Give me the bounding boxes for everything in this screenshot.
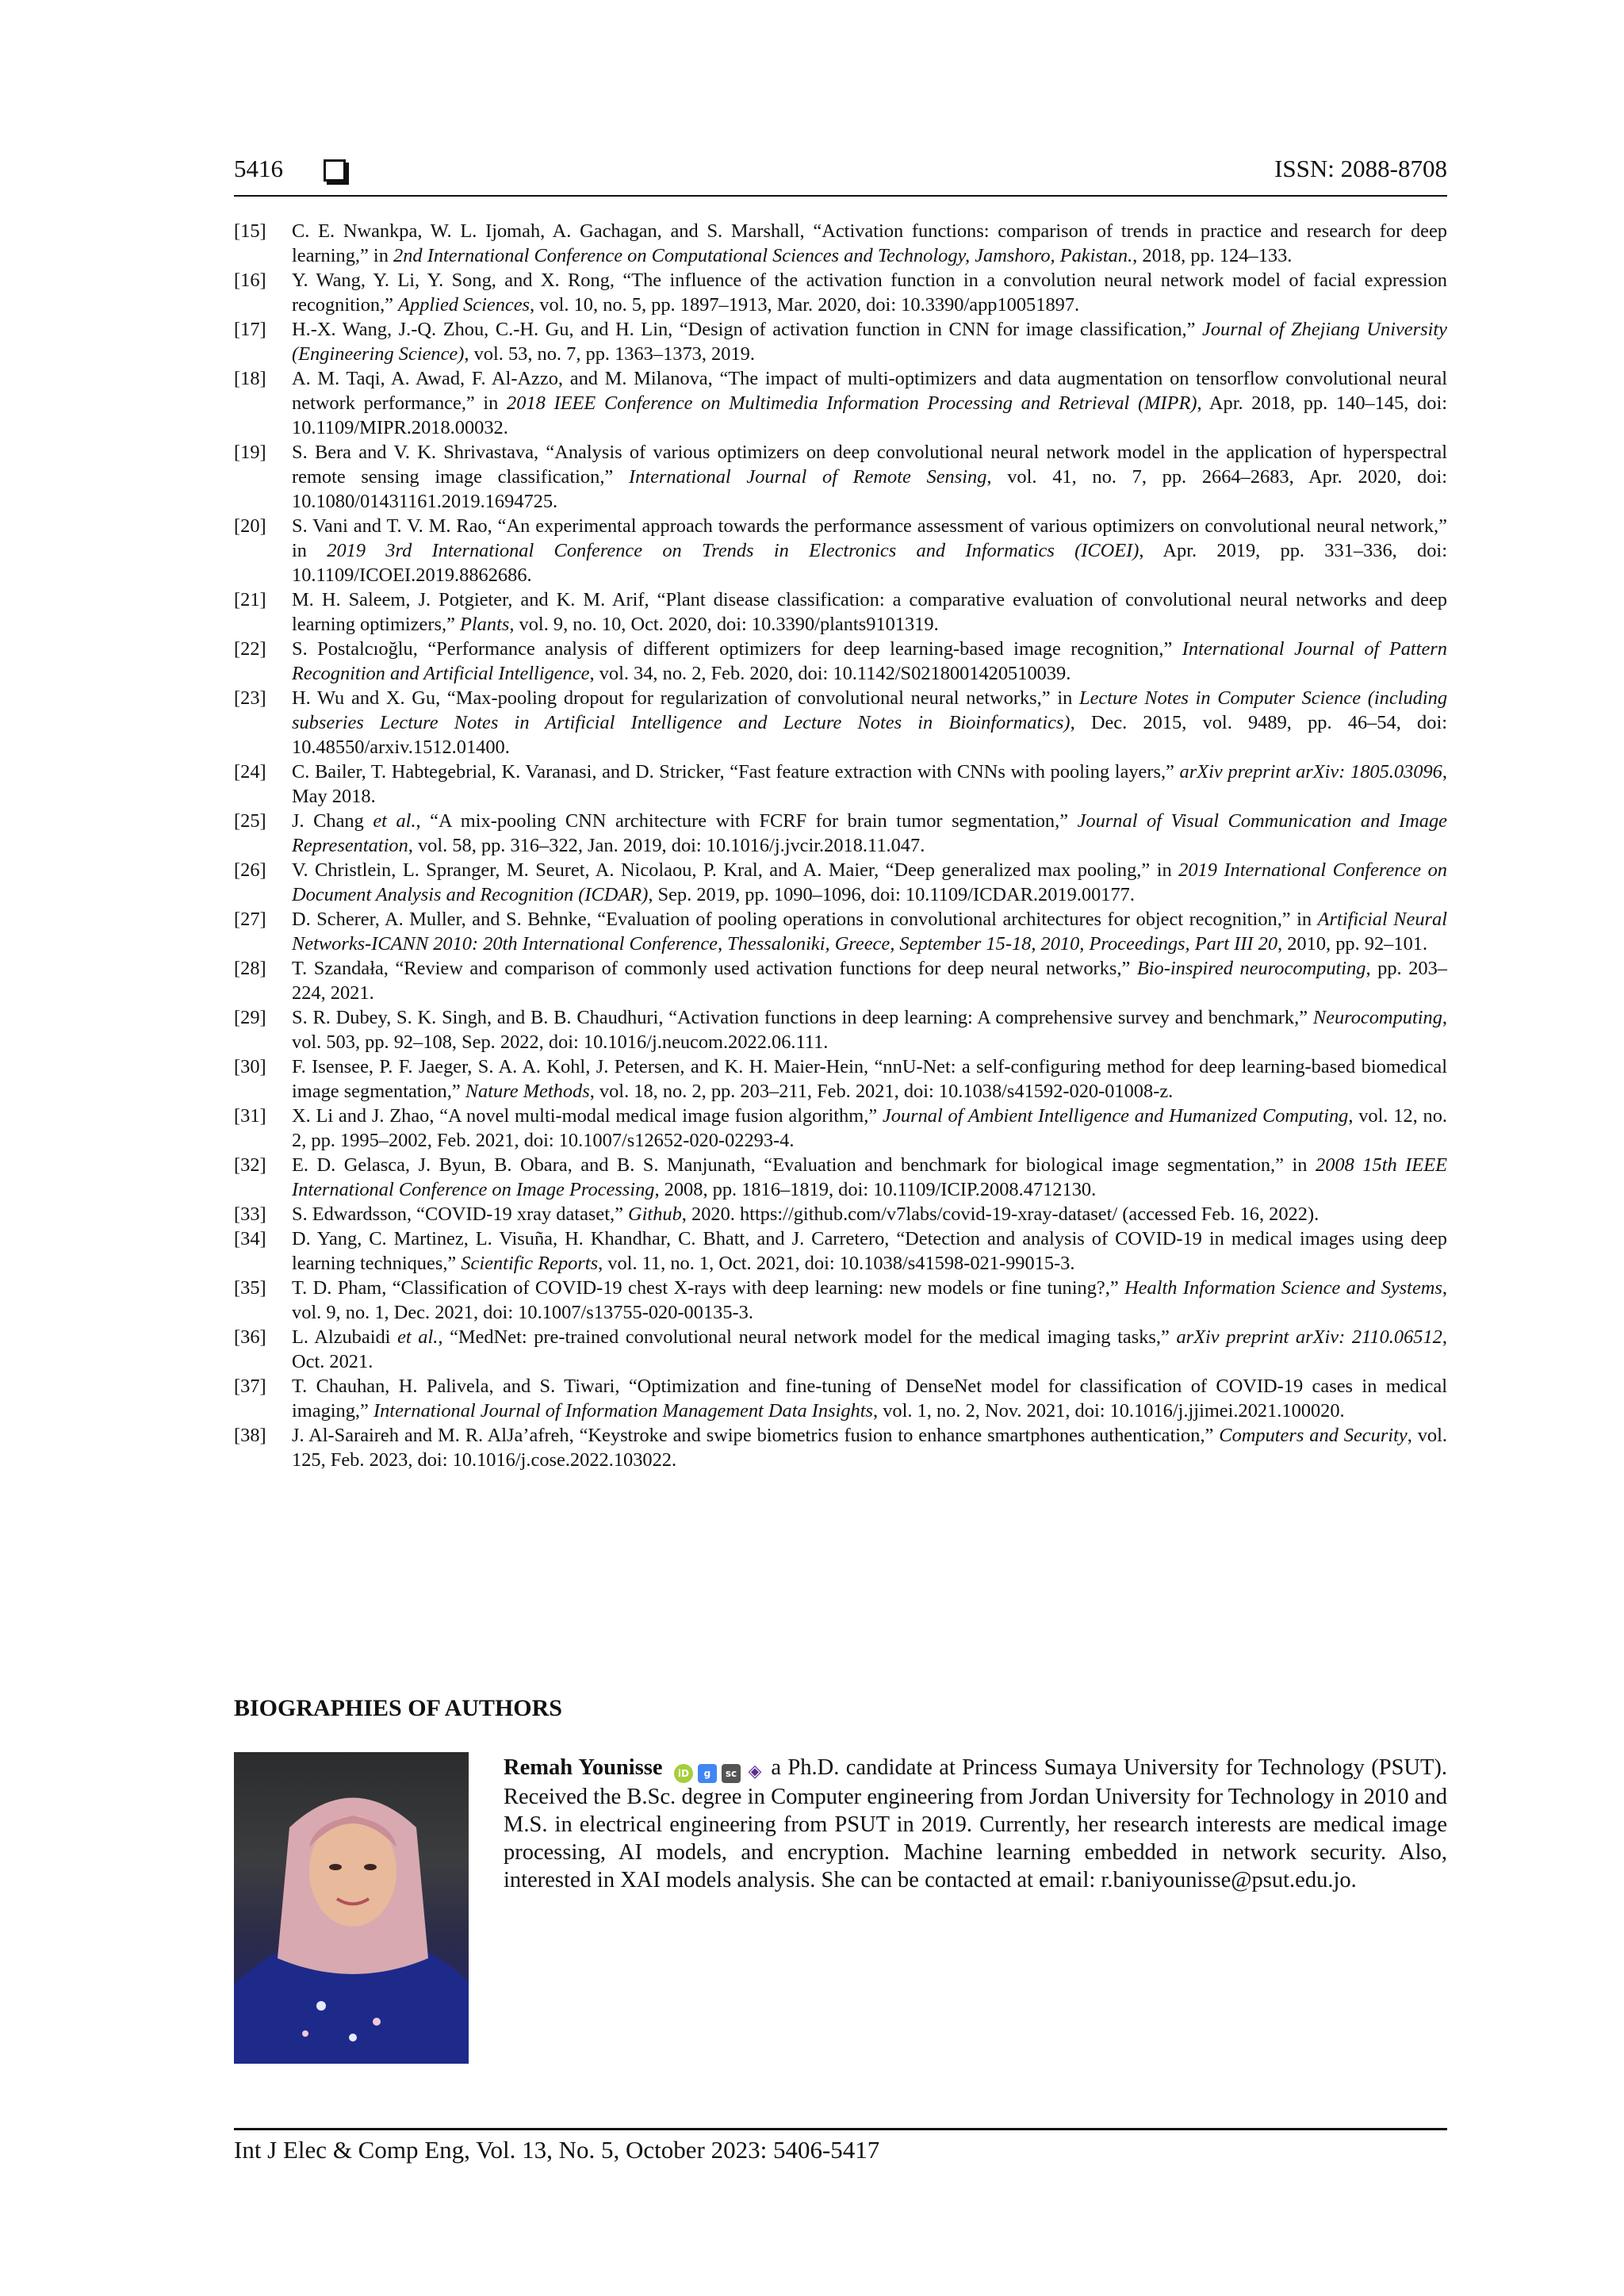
reference-text xyxy=(292,1226,1447,1276)
reference-segment: , Sep. 2019, pp. 1090–1096, doi: 10.1109/ICDAR.2019.00177. xyxy=(648,884,1135,905)
reference-item xyxy=(234,1226,1447,1276)
reference-source: Lecture Notes in Computer Science (including subseries Lecture Notes in Artificial Intelligence and Lecture Notes in Bioinformatics) xyxy=(292,687,1448,733)
reference-number: [25] xyxy=(234,810,266,832)
reference-number: [26] xyxy=(234,859,266,881)
reference-segment: , Apr. 2018, pp. 140–145, doi: 10.1109/MIPR.2018.00032. xyxy=(292,392,1447,438)
reference-segment: , 2010, pp. 92–101. xyxy=(1277,933,1428,955)
reference-item xyxy=(234,760,1447,809)
reference-item xyxy=(234,587,1447,637)
reference-segment: E. D. Gelasca, J. Byun, B. Obara, and B. S. Manjunath, “Evaluation and benchmark for biological image segmentation,” in xyxy=(292,1154,1316,1176)
reference-number: [34] xyxy=(234,1228,266,1249)
reference-number: [27] xyxy=(234,909,266,930)
reference-segment: C. Bailer, T. Habtegebrial, K. Varanasi, and D. Stricker, “Fast feature extraction with CNNs with pooling layers,” xyxy=(292,761,1180,783)
reference-text xyxy=(292,1005,1447,1054)
reference-number: [23] xyxy=(234,687,266,709)
reference-item xyxy=(234,440,1447,514)
orcid-icon[interactable]: iD xyxy=(674,1764,693,1783)
reference-item xyxy=(234,1005,1447,1054)
reference-source: Nature Methods xyxy=(465,1081,590,1102)
reference-item xyxy=(234,1202,1447,1226)
reference-segment: , “MedNet: pre-trained convolutional neural network model for the medical imaging tasks,” xyxy=(438,1326,1177,1348)
reference-text xyxy=(292,1104,1447,1153)
reference-item xyxy=(234,1276,1447,1325)
reference-item xyxy=(234,637,1447,686)
reference-source: Computers and Security xyxy=(1219,1425,1408,1446)
reference-number: [30] xyxy=(234,1056,266,1077)
reference-segment: S. R. Dubey, S. K. Singh, and B. B. Chaudhuri, “Activation functions in deep learning: A comprehensive survey and benchmark,” xyxy=(292,1007,1313,1028)
reference-source: Bio-inspired neurocomputing xyxy=(1136,958,1366,979)
publons-icon[interactable]: ◈ xyxy=(748,1762,762,1781)
reference-text xyxy=(292,858,1447,907)
reference-item xyxy=(234,1374,1447,1423)
reference-source: arXiv preprint arXiv: 1805.03096 xyxy=(1179,761,1442,783)
reference-item xyxy=(234,1325,1447,1374)
reference-source: 2nd International Conference on Computational Sciences and Technology, Jamshoro, Pakistan. xyxy=(393,245,1133,266)
reference-segment: , Oct. 2021. xyxy=(292,1326,1447,1372)
reference-source: Neurocomputing xyxy=(1312,1007,1442,1028)
page-number: 5416 xyxy=(234,155,283,182)
reference-item xyxy=(234,858,1447,907)
author-name: Remah Younisse xyxy=(504,1755,663,1780)
reference-segment: , 2018, pp. 124–133. xyxy=(1132,245,1293,266)
reference-number: [32] xyxy=(234,1154,266,1176)
reference-number: [21] xyxy=(234,589,266,610)
reference-source: 2018 IEEE Conference on Multimedia Information Processing and Retrieval (MIPR) xyxy=(507,392,1197,414)
reference-item xyxy=(234,809,1447,858)
reference-segment: H.-X. Wang, J.-Q. Zhou, C.-H. Gu, and H. Lin, “Design of activation function in CNN for image classification,” xyxy=(292,319,1203,340)
reference-segment: D. Yang, C. Martinez, L. Visuña, H. Khandhar, C. Bhatt, and J. Carretero, “Detection and analysis of COVID-19 in medical images using deep learning techniques,” xyxy=(292,1228,1447,1274)
reference-text xyxy=(292,956,1447,1005)
reference-segment: , vol. 9, no. 10, Oct. 2020, doi: 10.3390/plants9101319. xyxy=(509,614,939,635)
reference-number: [16] xyxy=(234,270,266,291)
reference-segment: J. Al-Saraireh and M. R. AlJa’afreh, “Keystroke and swipe biometrics fusion to enhance smartphones authentication,” xyxy=(292,1425,1220,1446)
reference-number: [19] xyxy=(234,442,266,463)
biographies-heading: BIOGRAPHIES OF AUTHORS xyxy=(234,1695,562,1721)
reference-segment: D. Scherer, A. Muller, and S. Behnke, “Evaluation of pooling operations in convolutional architectures for object recognition,” in xyxy=(292,909,1318,930)
reference-item xyxy=(234,686,1447,760)
reference-item xyxy=(234,317,1447,366)
reference-segment: , vol. 58, pp. 316–322, Jan. 2019, doi: 10.1016/j.jvcir.2018.11.047. xyxy=(408,835,925,856)
reference-segment: , 2008, pp. 1816–1819, doi: 10.1109/ICIP.2008.4712130. xyxy=(654,1179,1097,1200)
reference-source: International Journal of Pattern Recognition and Artificial Intelligence xyxy=(292,638,1447,684)
reference-text xyxy=(292,268,1447,317)
reference-source: 2019 International Conference on Document Analysis and Recognition (ICDAR) xyxy=(292,859,1448,905)
reference-number: [20] xyxy=(234,515,266,537)
reference-source: Artificial Neural Networks-ICANN 2010: 20th International Conference, Thessaloniki, Greece, September 15-18, 2010, Proceedings, Part III 20 xyxy=(292,909,1447,955)
reference-item xyxy=(234,366,1447,440)
reference-text xyxy=(292,1153,1447,1202)
google-scholar-icon[interactable]: g xyxy=(698,1764,717,1783)
reference-text xyxy=(292,1276,1447,1325)
reference-segment: V. Christlein, L. Spranger, M. Seuret, A. Nicolaou, P. Kral, and A. Maier, “Deep generalized max pooling,” in xyxy=(292,859,1179,881)
reference-item xyxy=(234,956,1447,1005)
reference-text xyxy=(292,219,1447,268)
reference-source: Journal of Visual Communication and Image Representation xyxy=(292,810,1447,856)
reference-text xyxy=(292,1325,1447,1374)
reference-segment: , “A mix-pooling CNN architecture with FCRF for brain tumor segmentation,” xyxy=(416,810,1078,832)
reference-segment: S. Edwardsson, “COVID-19 xray dataset,” xyxy=(292,1203,629,1225)
reference-segment: S. Postalcıoğlu, “Performance analysis of different optimizers for deep learning-based image recognition,” xyxy=(292,638,1182,660)
reference-number: [17] xyxy=(234,319,266,340)
reference-segment: , vol. 18, no. 2, pp. 203–211, Feb. 2021, doi: 10.1038/s41592-020-01008-z. xyxy=(589,1081,1174,1102)
reference-number: [28] xyxy=(234,958,266,979)
reference-number: [24] xyxy=(234,761,266,783)
reference-segment: J. Chang xyxy=(292,810,373,832)
author-bio xyxy=(504,1754,1447,1894)
reference-source: arXiv preprint arXiv: 2110.06512 xyxy=(1176,1326,1442,1348)
reference-item xyxy=(234,1153,1447,1202)
reference-text xyxy=(292,686,1447,760)
reference-segment: , Dec. 2015, vol. 9489, pp. 46–54, doi: 10.48550/arxiv.1512.01400. xyxy=(292,712,1447,758)
scopus-icon[interactable]: sc xyxy=(722,1764,741,1783)
reference-item xyxy=(234,907,1447,956)
reference-text xyxy=(292,907,1447,956)
reference-segment: F. Isensee, P. F. Jaeger, S. A. A. Kohl, J. Petersen, and K. H. Maier-Hein, “nnU-Net: a self-configuring method for deep learning-based biomedical image segmentation,” xyxy=(292,1056,1447,1102)
reference-text xyxy=(292,1374,1447,1423)
reference-segment: T. Chauhan, H. Palivela, and S. Tiwari, “Optimization and fine-tuning of DenseNet model for classification of COVID-19 cases in medical imaging,” xyxy=(292,1376,1447,1422)
reference-text xyxy=(292,1423,1447,1472)
reference-text xyxy=(292,760,1447,809)
reference-segment: M. H. Saleem, J. Potgieter, and K. M. Arif, “Plant disease classification: a comparative evaluation of convolutional neural networks and deep learning optimizers,” xyxy=(292,589,1447,635)
reference-text xyxy=(292,1202,1447,1226)
reference-item xyxy=(234,219,1447,268)
reference-segment: , pp. 203–224, 2021. xyxy=(292,958,1447,1004)
reference-source: International Journal of Information Management Data Insights xyxy=(373,1400,874,1422)
reference-number: [22] xyxy=(234,638,266,660)
reference-source: Scientific Reports xyxy=(461,1253,599,1274)
reference-number: [38] xyxy=(234,1425,266,1446)
reference-text xyxy=(292,440,1447,514)
reference-source: Applied Sciences xyxy=(398,294,530,316)
reference-item xyxy=(234,1104,1447,1153)
square-box-icon xyxy=(324,159,346,182)
reference-segment: , vol. 125, Feb. 2023, doi: 10.1016/j.cose.2022.103022. xyxy=(292,1425,1447,1471)
reference-source: Plants xyxy=(460,614,510,635)
reference-segment: , vol. 1, no. 2, Nov. 2021, doi: 10.1016/j.jjimei.2021.100020. xyxy=(873,1400,1345,1422)
header-divider xyxy=(234,195,1447,197)
reference-segment: T. D. Pham, “Classification of COVID-19 chest X-rays with deep learning: new models or fine tuning?,” xyxy=(292,1277,1125,1299)
reference-source: et al. xyxy=(397,1326,439,1348)
reference-text xyxy=(292,809,1447,858)
reference-number: [36] xyxy=(234,1326,266,1348)
reference-source: Journal of Ambient Intelligence and Humanized Computing xyxy=(882,1105,1349,1127)
reference-text xyxy=(292,1054,1447,1104)
reference-source: International Journal of Remote Sensing xyxy=(628,466,987,488)
author-bio-text: a Ph.D. candidate at Princess Sumaya University for Technology (PSUT). Received the B.Sc. degree in Computer engineering from Jordan University for Technology in 2010 and M.S. in electrical engineering from PSUT in 2019. Currently, her research interests are medical image processing, AI models, and encryption. Machine learning embedded in network security. Also, interested in XAI models analysis. She can be contacted at email: r.baniyounisse@psut.edu.jo. xyxy=(504,1755,1448,1892)
reference-segment: S. Vani and T. V. M. Rao, “An experimental approach towards the performance assessment of various optimizers on convolutional neural network,” in xyxy=(292,515,1447,561)
reference-segment: , vol. 53, no. 7, pp. 1363–1373, 2019. xyxy=(464,343,755,365)
reference-segment: , vol. 12, no. 2, pp. 1995–2002, Feb. 2021, doi: 10.1007/s12652-020-02293-4. xyxy=(292,1105,1447,1151)
reference-segment: , 2020. https://github.com/v7labs/covid-19-xray-dataset/ (accessed Feb. 16, 2022). xyxy=(681,1203,1320,1225)
reference-segment: , vol. 34, no. 2, Feb. 2020, doi: 10.1142/S0218001420510039. xyxy=(589,663,1071,684)
reference-segment: , May 2018. xyxy=(292,761,1447,807)
reference-source: et al. xyxy=(373,810,416,832)
author-photo xyxy=(234,1752,469,2064)
reference-segment: H. Wu and X. Gu, “Max-pooling dropout for regularization of convolutional neural networks,” in xyxy=(292,687,1080,709)
reference-text xyxy=(292,514,1447,587)
reference-text xyxy=(292,587,1447,637)
reference-source: 2019 3rd International Conference on Trends in Electronics and Informatics (ICOEI) xyxy=(327,540,1139,561)
reference-number: [29] xyxy=(234,1007,266,1028)
reference-number: [33] xyxy=(234,1203,266,1225)
reference-segment: , vol. 503, pp. 92–108, Sep. 2022, doi: 10.1016/j.neucom.2022.06.111. xyxy=(292,1007,1447,1053)
reference-text xyxy=(292,637,1447,686)
page-footer: Int J Elec & Comp Eng, Vol. 13, No. 5, October 2023: 5406-5417 xyxy=(234,2136,880,2164)
reference-text xyxy=(292,317,1447,366)
page-header xyxy=(234,155,1447,194)
reference-source: Journal of Zhejiang University (Engineering Science) xyxy=(292,319,1447,365)
reference-segment: , vol. 9, no. 1, Dec. 2021, doi: 10.1007/s13755-020-00135-3. xyxy=(292,1277,1447,1323)
reference-segment: X. Li and J. Zhao, “A novel multi-modal medical image fusion algorithm,” xyxy=(292,1105,883,1127)
reference-number: [35] xyxy=(234,1277,266,1299)
reference-segment: , vol. 41, no. 7, pp. 2664–2683, Apr. 2020, doi: 10.1080/01431161.2019.1694725. xyxy=(292,466,1448,512)
reference-segment: T. Szandała, “Review and comparison of commonly used activation functions for deep neural networks,” xyxy=(292,958,1137,979)
footer-divider xyxy=(234,2128,1447,2130)
reference-source: 2008 15th IEEE International Conference on Image Processing xyxy=(292,1154,1447,1200)
reference-segment: S. Bera and V. K. Shrivastava, “Analysis of various optimizers on deep convolutional neural network model in the application of hyperspectral remote sensing image classification,” xyxy=(292,442,1447,488)
reference-source: Health Information Science and Systems xyxy=(1124,1277,1442,1299)
reference-number: [15] xyxy=(234,220,266,242)
reference-item xyxy=(234,1054,1447,1104)
reference-text xyxy=(292,366,1447,440)
reference-item xyxy=(234,514,1447,587)
reference-number: [31] xyxy=(234,1105,266,1127)
issn: ISSN: 2088-8708 xyxy=(1274,155,1447,182)
reference-item xyxy=(234,1423,1447,1472)
reference-segment: , vol. 10, no. 5, pp. 1897–1913, Mar. 2020, doi: 10.3390/app10051897. xyxy=(530,294,1080,316)
reference-segment: L. Alzubaidi xyxy=(292,1326,398,1348)
reference-list xyxy=(234,219,1447,1472)
reference-segment: Y. Wang, Y. Li, Y. Song, and X. Rong, “The influence of the activation function in a convolution neural network model of facial expression recognition,” xyxy=(292,270,1447,316)
reference-segment: C. E. Nwankpa, W. L. Ijomah, A. Gachagan, and S. Marshall, “Activation functions: comparison of trends in practice and research for deep learning,” in xyxy=(292,220,1447,266)
reference-segment: A. M. Taqi, A. Awad, F. Al-Azzo, and M. Milanova, “The impact of multi-optimizers and data augmentation on tensorflow convolutional neural network performance,” in xyxy=(292,368,1447,414)
reference-number: [37] xyxy=(234,1376,266,1397)
reference-segment: , Apr. 2019, pp. 331–336, doi: 10.1109/ICOEI.2019.8862686. xyxy=(292,540,1447,586)
reference-number: [18] xyxy=(234,368,266,389)
reference-source: Github xyxy=(628,1203,682,1225)
reference-item xyxy=(234,268,1447,317)
reference-segment: , vol. 11, no. 1, Oct. 2021, doi: 10.1038/s41598-021-99015-3. xyxy=(598,1253,1075,1274)
